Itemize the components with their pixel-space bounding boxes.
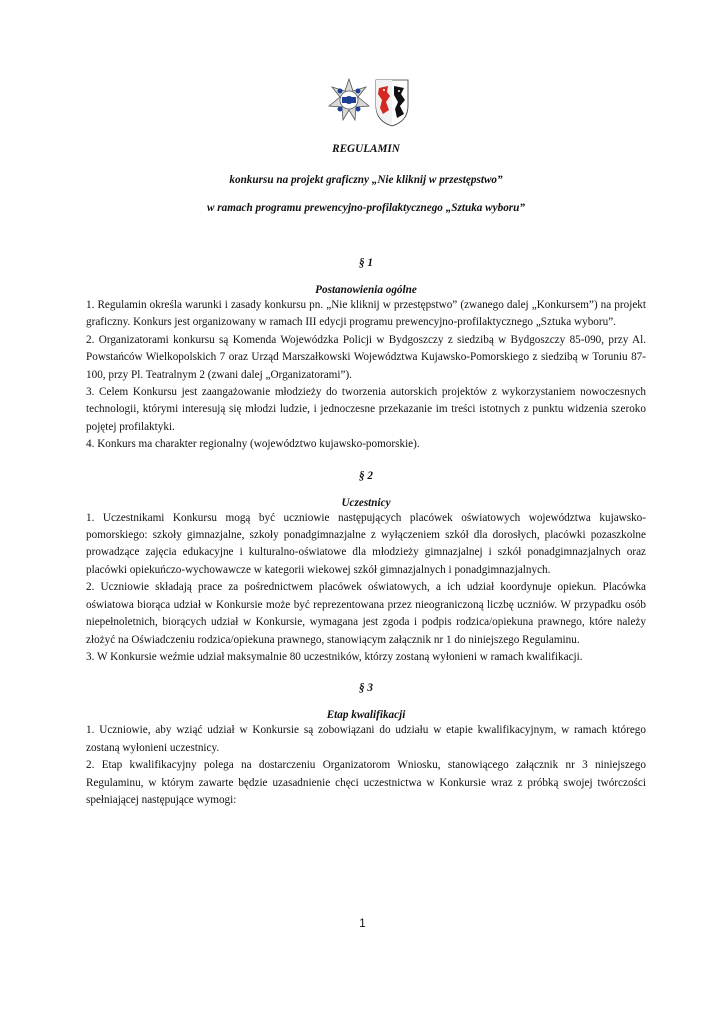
- document-page: [86, 78, 646, 809]
- page-number: 1: [359, 918, 366, 930]
- kujawsko-pomorskie-coat-of-arms: [374, 78, 410, 128]
- document-subtitle-1: konkursu na projekt graficzny „Nie kliknij w przestępstwo”: [229, 174, 503, 186]
- logos: [90, 78, 646, 130]
- section-1-number: § 1: [359, 257, 373, 269]
- paragraph: 2. Uczniowie składają prace za pośrednictwem placówek oświatowych, a ich udział koordynuje opiekun. Placówka oświatowa biorąca udział w Konkursie może być reprezentowana przez nieograniczoną liczbę uczniów. W przypadku osób niepełnoletnich, biorących udział w Konkursie, wymagana jest zgoda i podpis rodzica/opiekuna prawnego, które należy złożyć na Oświadczeniu rodzica/opiekuna prawnego, stanowiącym załącznik nr 1 do niniejszego Regulaminu.: [86, 581, 646, 646]
- document-title: REGULAMIN: [332, 143, 400, 155]
- paragraph: 3. W Konkursie weźmie udział maksymalnie 80 uczestników, którzy zostaną wyłonieni w ramach kwalifikacji.: [86, 650, 583, 663]
- section-3-title: Etap kwalifikacji: [326, 709, 406, 722]
- police-star-emblem: [326, 78, 372, 122]
- section-2-title: Uczestnicy: [341, 496, 391, 509]
- paragraph: 4. Konkurs ma charakter regionalny (województwo kujawsko-pomorskie).: [86, 438, 420, 451]
- paragraph: 1. Regulamin określa warunki i zasady konkursu pn. „Nie kliknij w przestępstwo” (zwanego dalej „Konkursem”) na projekt graficzny. Konkurs jest organizowany w ramach III edycji programu prewencyjno-profilaktycznego „Sztuka wyboru”.: [86, 299, 646, 329]
- paragraph: 2. Etap kwalifikacyjny polega na dostarczeniu Organizatorom Wniosku, stanowiącego załącznik nr 3 niniejszego Regulaminu, w którym zawarte będzie uzasadnienie chęci uczestnictwa w Konkursie wraz z próbką swojej twórczości spełniającej następujące wymogi:: [86, 759, 646, 806]
- section-1-title: Postanowienia ogólne: [315, 284, 417, 296]
- paragraph: 3. Celem Konkursu jest zaangażowanie młodzieży do tworzenia autorskich projektów z wykorzystaniem nowoczesnych technologii, którymi interesują się młodzi ludzie, i jednoczesne przekazanie im treści istotnych z punktu widzenia szeroko pojętej profilaktyki.: [86, 386, 646, 433]
- section-3-number: § 3: [359, 682, 373, 695]
- paragraph: 1. Uczniowie, aby wziąć udział w Konkursie są zobowiązani do udziału w etapie kwalifikacyjnym, w ramach którego zostaną wyłonieni uczestnicy.: [86, 724, 646, 754]
- paragraph: 1. Uczestnikami Konkursu mogą być uczniowie następujących placówek oświatowych województwa kujawsko-pomorskiego: szkoły gimnazjalne, szkoły ponadgimnazjalne z wyłączeniem szkół dla dorosłych, placówki pozaszkolne prowadzące zajęcia edukacyjne i kulturalno-oświatowe dla młodzieży gimnazjalnej i szkół ponadgimnazjalnych oraz placówki opiekuńczo-wychowawcze w kategorii wiekowej szkół gimnazjalnych i ponadgimnazjalnych.: [86, 511, 646, 576]
- paragraph: 2. Organizatorami konkursu są Komenda Wojewódzka Policji w Bydgoszczy z siedzibą w Bydgoszczy 85-090, przy Al. Powstańców Wielkopolskich 7 oraz Urząd Marszałkowski Województwa Kujawsko-Pomorskiego z siedzibą w Toruniu 87-100, przy Pl. Teatralnym 2 (zwani dalej „Organizatorami”).: [86, 333, 646, 381]
- section-2-number: § 2: [359, 469, 373, 482]
- document-subtitle-2: w ramach programu prewencyjno-profilaktycznego „Sztuka wyboru”: [207, 202, 525, 214]
